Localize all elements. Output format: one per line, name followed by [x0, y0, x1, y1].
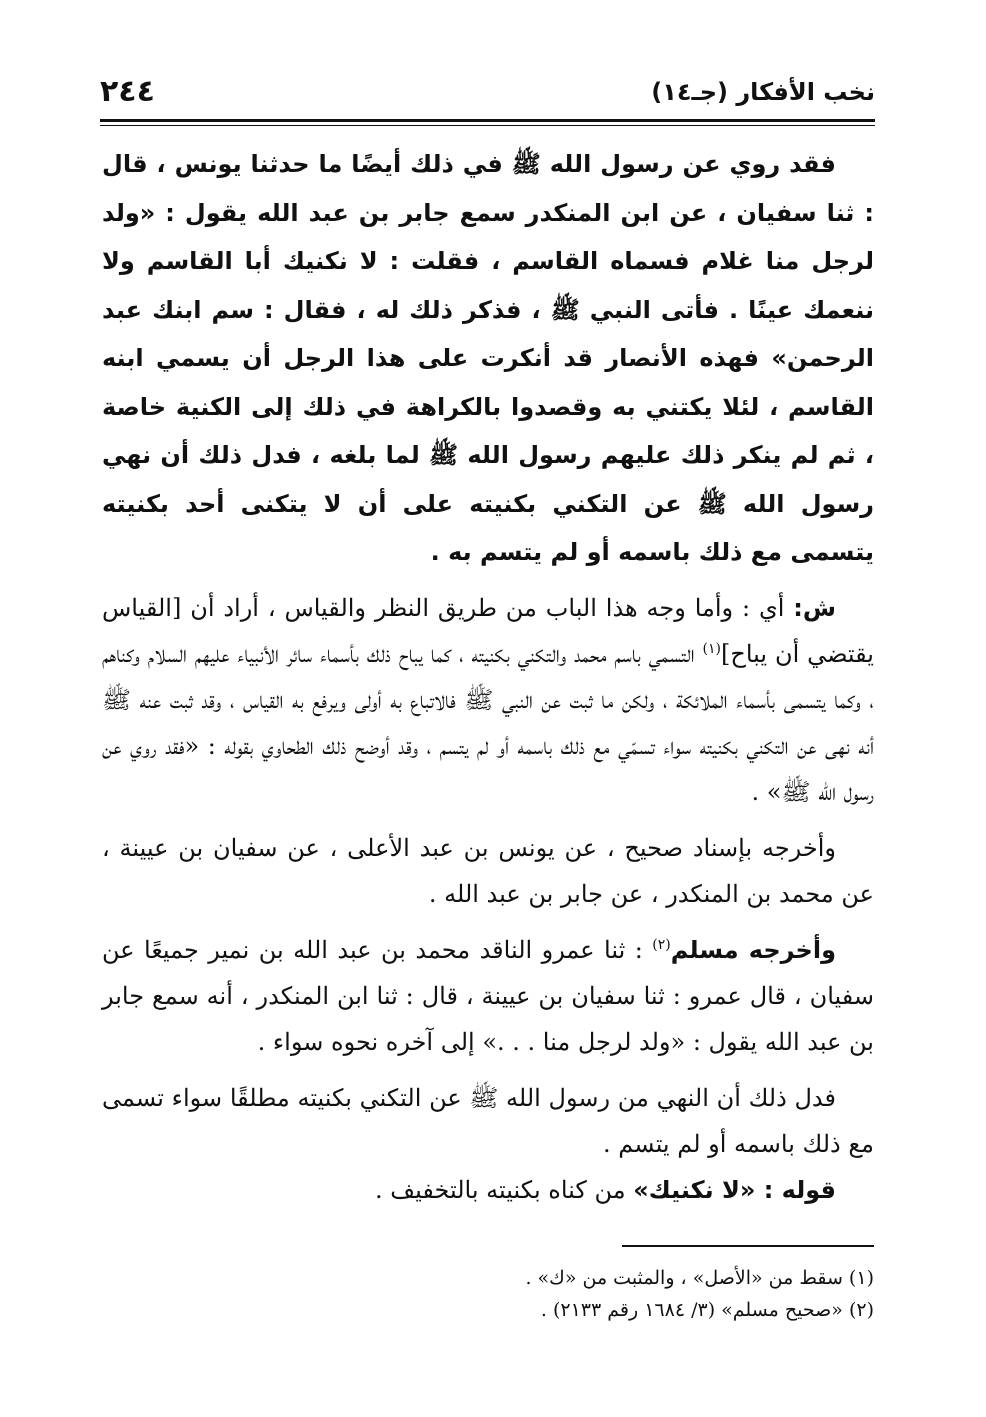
footnote-2: (٢) «صحيح مسلم» (٣/ ١٦٨٤ رقم ٢١٣٣) .	[540, 1299, 874, 1321]
running-title: نخب الأفكار (جـ١٤)	[651, 78, 875, 106]
footnote-ref-1: (١)	[702, 640, 721, 657]
muslim-text: : ثنا عمرو الناقد محمد بن عبد الله بن نمير جميعًا عن سفيان ، قال عمرو : ثنا سفيان بن عيينة ، قال : ثنا ابن المنكدر ، أنه سمع جابر بن عبد الله يقول : «ولد لرجل منا . . .» إلى آخره نحوه سواء .	[102, 935, 875, 1056]
gloss-paragraph	[102, 1167, 874, 1213]
footnote-rule	[622, 1245, 874, 1247]
matn-paragraph: فقد روي عن رسول الله ﷺ في ذلك أيضًا ما حدثنا يونس ، قال : ثنا سفيان ، عن ابن المنكدر سمع جابر بن عبد الله يقول : «ولد لرجل منا غلام فسماه القاسم ، فقلت : لا نكنيك أبا القاسم ولا ننعمك عينًا . فأتى النبي ﷺ ، فذكر ذلك له ، فقال : سم ابنك عبد الرحمن» فهذه الأنصار قد أنكرت على هذا الرجل أن يسمي ابنه القاسم ، لئلا يكتني به وقصدوا بالكراهة في ذلك إلى الكنية خاصة ، ثم لم ينكر ذلك عليهم رسول الله ﷺ لما بلغه ، فدل ذلك أن نهي رسول الله ﷺ عن التكني بكنيته على أن لا يتكنى أحد بكنيته يتسمى مع ذلك باسمه أو لم يتسم به .	[102, 150, 874, 566]
commentary-text-a: أي : وأما وجه هذا الباب من طريق النظر والقياس ، أراد أن [القياس يقتضي أن يباح]	[102, 593, 874, 668]
muslim-lead: وأخرجه مسلم	[670, 935, 836, 964]
footnote-1: (١) سقط من «الأصل» ، والمثبت من «ك» .	[525, 1267, 874, 1289]
page-header	[100, 66, 875, 112]
commentary-marker: ش:	[793, 593, 836, 622]
muslim-paragraph	[102, 927, 874, 1065]
conclusion-paragraph: فدل ذلك أن النهي من رسول الله ﷺ عن التكني بكنيته مطلقًا سواء تسمى مع ذلك باسمه أو لم يتسم .	[102, 1083, 874, 1158]
page-number: ٢٤٤	[100, 74, 155, 109]
commentary-text-b: التسمي باسم محمد والتكني بكنيته ، كما يباح ذلك بأسماء سائر الأنبياء عليهم السلام وكناهم ، وكما يتسمى بأسماء الملائكة ، ولكن ما ثبت عن النبي ﷺ فالاتباع به أولى ويرفع به القياس ، وقد ثبت عنه ﷺ أنه نهى عن التكني بكنيته سواء تسمّي مع ذلك باسمه أو لم يتسم ، وقد أوضح ذلك الطحاوي بقوله : «فقد روي عن رسول الله ﷺ» .	[102, 639, 874, 806]
gloss-text: من كناه بكنيته بالتخفيف .	[374, 1175, 634, 1204]
commentary-paragraph	[102, 585, 874, 815]
header-rule	[100, 119, 875, 126]
takhrij-paragraph: وأخرجه بإسناد صحيح ، عن يونس بن عبد الأعلى ، عن سفيان بن عيينة ، عن محمد بن المنكدر ، عن جابر بن عبد الله .	[102, 833, 874, 908]
body-text	[102, 140, 874, 1213]
gloss-lead: قوله : «لا نكنيك»	[633, 1175, 836, 1204]
footnote-ref-2: (٢)	[652, 936, 671, 953]
footnotes	[102, 1262, 874, 1326]
